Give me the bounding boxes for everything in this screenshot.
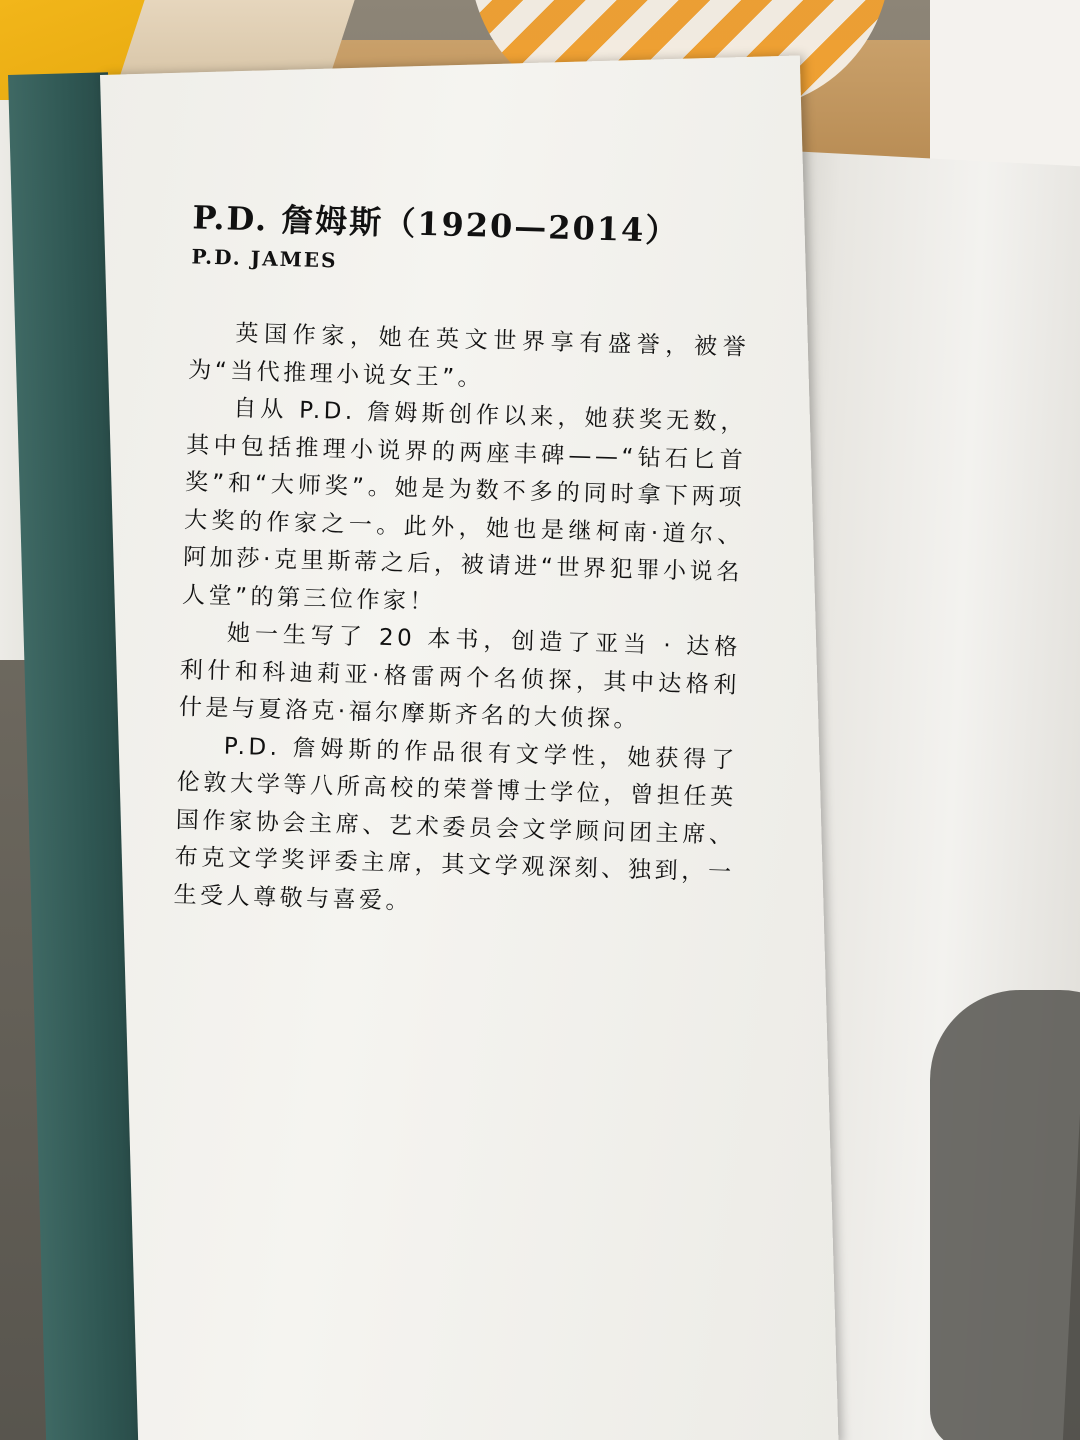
bio-paragraph-3: 她一生写了 20 本书，创造了亚当 · 达格利什和科迪莉亚·格雷两个名侦探，其中达格利什是与夏洛克·福尔摩斯齐名的大侦探。 (178, 620, 742, 734)
author-name-title: P.D. 詹姆斯（1920—2014） (192, 198, 680, 251)
bio-paragraph-1: 英国作家，她在英文世界享有盛誉，被誉为“当代推理小说女王”。 (187, 320, 750, 392)
book-flap-page (100, 55, 839, 1440)
author-name-english: P.D. JAMES (191, 244, 338, 273)
hand-shadow (930, 990, 1080, 1440)
bio-paragraph-4: P.D. 詹姆斯的作品很有文学性，她获得了伦敦大学等八所高校的荣誉博士学位，曾担任英国作家协会主席、艺术委员会文学顾问团主席、布克文学奖评委主席，其文学观深刻、独到，一生受人尊敬与喜爱。 (173, 733, 739, 915)
bio-paragraph-2: 自从 P.D. 詹姆斯创作以来，她获奖无数，其中包括推理小说界的两座丰碑——“钻石匕首奖”和“大师奖”。她是为数不多的同时拿下两项大奖的作家之一。此外，她也是继柯南·道尔、阿加莎·克里斯蒂之后，被请进“世界犯罪小说名人堂”的第三位作家！ (181, 395, 748, 615)
author-bio (173, 192, 753, 929)
